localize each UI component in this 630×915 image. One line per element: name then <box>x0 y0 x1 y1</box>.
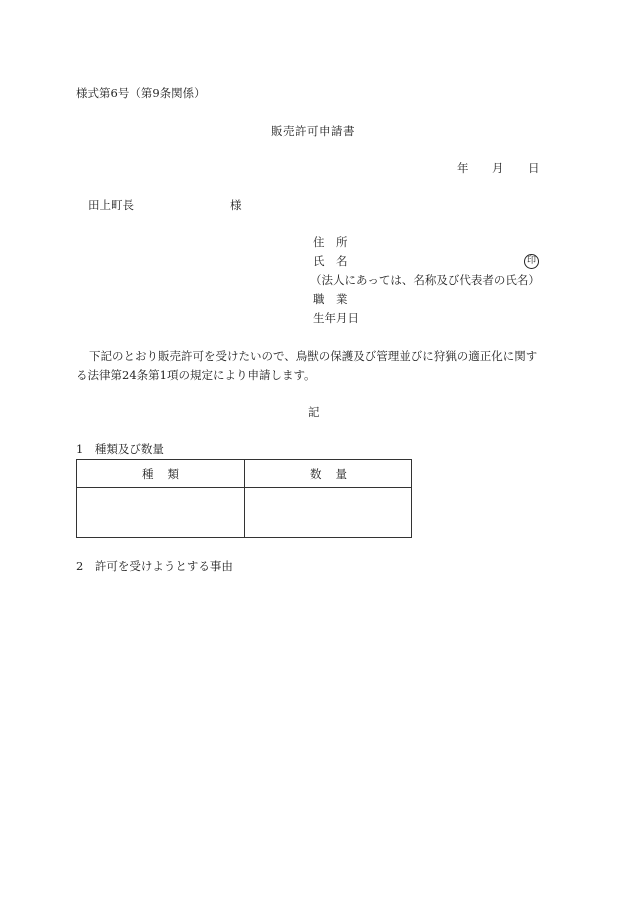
table-cell-type <box>85 496 235 530</box>
note-mark: 記 <box>308 405 320 419</box>
addressee-honorific: 様 <box>230 198 242 212</box>
table-cell-quantity <box>253 496 403 530</box>
seal-mark: 印 <box>524 254 539 269</box>
date-month: 月 <box>492 161 504 175</box>
name-label: 氏 名 <box>313 254 348 268</box>
type-quantity-table <box>76 459 412 538</box>
date-day: 日 <box>528 161 540 175</box>
address-label: 住 所 <box>313 235 348 249</box>
body-line-2: る法律第24条第1項の規定により申請します。 <box>76 368 316 382</box>
date-year: 年 <box>457 161 469 175</box>
form-id: 様式第6号（第9条関係） <box>76 86 206 100</box>
table-header-quantity: 数量 <box>310 467 361 481</box>
table-header-type: 種類 <box>142 467 193 481</box>
section2-heading: 2 許可を受けようとする事由 <box>76 559 233 573</box>
corporate-note: （法人にあっては、名称及び代表者の氏名） <box>310 273 540 287</box>
body-line-1: 下記のとおり販売許可を受けたいので、鳥獣の保護及び管理並びに狩猟の適正化に関す <box>89 349 538 363</box>
section1-heading: 1 種類及び数量 <box>76 442 164 456</box>
birthdate-label: 生年月日 <box>313 311 359 325</box>
addressee-name: 田上町長 <box>88 198 134 212</box>
table-header-divider <box>77 487 411 488</box>
occupation-label: 職 業 <box>313 292 348 306</box>
document-title: 販売許可申請書 <box>271 124 355 138</box>
